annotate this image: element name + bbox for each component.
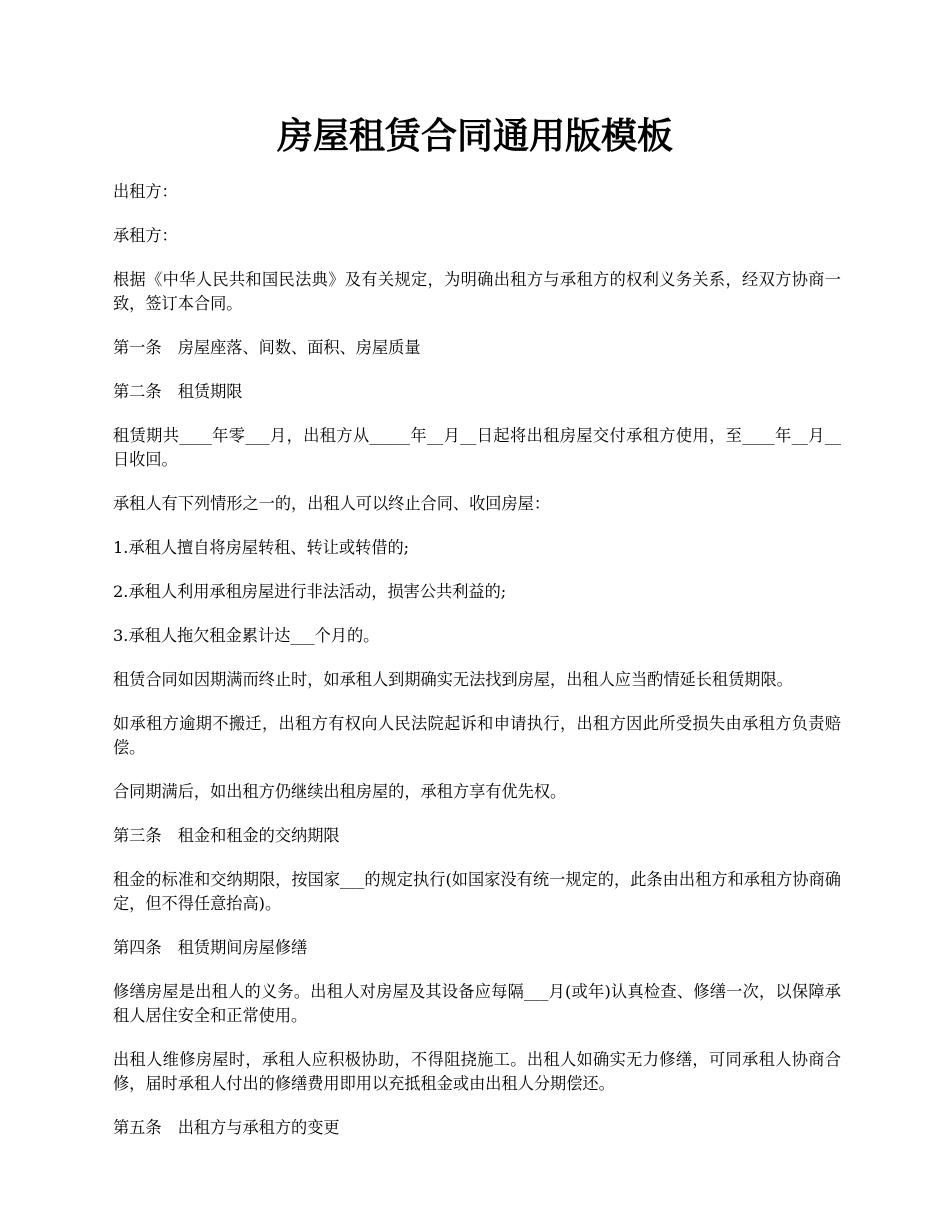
repair-cooperation-paragraph: 出租人维修房屋时，承租人应积极协助，不得阻挠施工。出租人如确实无力修缮，可同承租人协商合修，届时承租人付出的修缮费用即用以充抵租金或由出租人分期偿还。 [113, 1050, 841, 1093]
article-5-heading: 第五条 出租方与承租方的变更 [113, 1118, 340, 1137]
termination-item-1: 1.承租人擅自将房屋转租、转让或转借的; [113, 538, 410, 557]
rent-standard-paragraph: 租金的标准和交纳期限，按国家___的规定执行(如国家没有统一规定的，此条由出租方和承租方协商确定，但不得任意抬高)。 [113, 870, 841, 913]
priority-right-paragraph: 合同期满后，如出租方仍继续出租房屋的，承租方享有优先权。 [113, 782, 567, 801]
overdue-move-paragraph: 如承租方逾期不搬迁，出租方有权向人民法院起诉和申请执行，出租方因此所受损失由承租方负责赔偿。 [113, 714, 841, 757]
lease-term-paragraph: 租赁期共____年零___月，出租方从_____年__月__日起将出租房屋交付承租方使用，至____年__月__日收回。 [113, 426, 841, 469]
lessee-line: 承租方： [113, 226, 178, 245]
article-2-heading: 第二条 租赁期限 [113, 382, 243, 401]
document-title: 房屋租赁合同通用版模板 [276, 115, 673, 157]
article-1-heading: 第一条 房屋座落、间数、面积、房屋质量 [113, 338, 421, 357]
termination-item-2: 2.承租人利用承租房屋进行非法活动，损害公共利益的; [113, 582, 507, 601]
repair-duty-paragraph: 修缮房屋是出租人的义务。出租人对房屋及其设备应每隔___月(或年)认真检查、修缮一次，以保障承租人居住安全和正常使用。 [113, 982, 841, 1025]
termination-item-3: 3.承租人拖欠租金累计达___个月的。 [113, 626, 380, 645]
article-4-heading: 第四条 租赁期间房屋修缮 [113, 938, 308, 957]
preamble-paragraph: 根据《中华人民共和国民法典》及有关规定，为明确出租方与承租方的权利义务关系，经双方协商一致，签订本合同。 [113, 270, 841, 313]
expiry-extension-paragraph: 租赁合同如因期满而终止时，如承租人到期确实无法找到房屋，出租人应当酌情延长租赁期限。 [113, 670, 793, 689]
termination-intro-paragraph: 承租人有下列情形之一的，出租人可以终止合同、收回房屋： [113, 494, 551, 513]
document-body [113, 180, 841, 1160]
article-3-heading: 第三条 租金和租金的交纳期限 [113, 826, 340, 845]
lessor-line: 出租方： [113, 182, 178, 201]
